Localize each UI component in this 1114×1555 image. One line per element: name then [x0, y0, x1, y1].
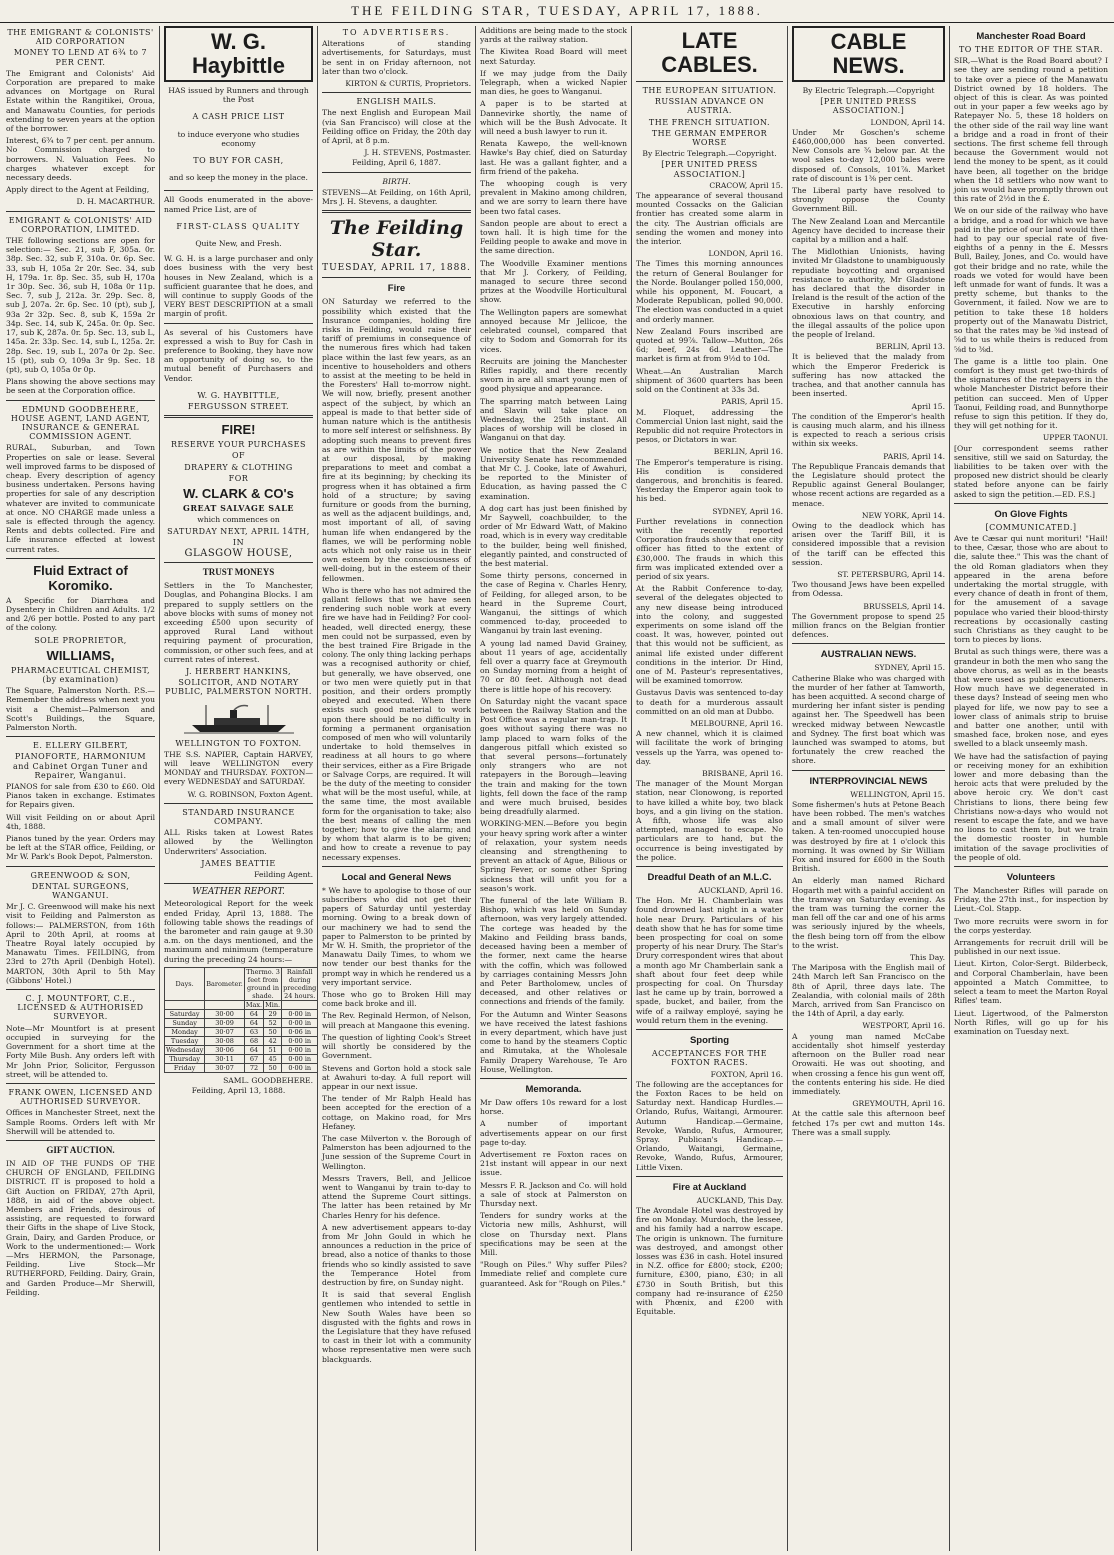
goods-text: All Goods enumerated in the above-named Price List, are of: [164, 195, 313, 214]
divider: [954, 866, 1108, 867]
divider: [792, 643, 945, 644]
late-cables-heading: LATE CABLES.: [661, 28, 758, 77]
news-item-14: Some thirty persons, concerned in the case of Regina v. Charles Henry, of Feilding, for alleged arson, to be heard in the Supreme Court, Wanganui, the sittings of which commenced to-day, proceeded to Wanganui by train last evening.: [480, 571, 627, 636]
dateline-brussels: BRUSSELS, April 14.: [863, 601, 945, 611]
english-mails-heading: ENGLISH MAILS.: [356, 97, 437, 107]
salvage-sale: GREAT SALVAGE SALE: [183, 503, 294, 514]
wellington-foxton: WELLINGTON TO FOXTON.: [175, 738, 302, 748]
weather-col-max: Max.: [245, 1000, 263, 1009]
divider: [322, 172, 471, 173]
letter-text-3: The game is a little too plain. One comfort is they must get two-thirds of the signatures of the ratepayers in the whole Manchester District before their petition can succeed. Men of Upper Taonui, Feilding road, and Bunnythorpe refuse to sign this petition. If they do, they will get nothing for it.: [954, 356, 1108, 431]
wheat-text: Wheat.—An Australian March shipment of 3600 quarters has been sold on the Continent at 33s 3d.: [636, 366, 783, 395]
fire-article-text-2: Who is there who has not admired the gallant fellows that we have seen rendering such noble work at every fire we have had in Feilding? For cool-headed, well directed energy, these men could not be surpassed, even by the best trained Fire Brigade in the colony. The only thing lacking perhaps was a recognised authority or chief, but generally, we have observed, one or two men were quietly put in that position, and their orders promptly obeyed and executed. When there exists such good material to work upon there should be no difficulty in forming a permanent organisation composed of men who will voluntarily undertake to hold themselves in readiness at all hours to go where their services, either as a Fire Brigade or Salvage Corps, are required. It will be the duty of the meeting to consider what will be the most useful, while, at the same time, the most available form for the organisation to take; also the best means of calling the men together; how to give the alarm; and by whom that alarm is to be given; and how to create a revenue to pay necessary expenses.: [322, 585, 471, 862]
dateline-london: LONDON, April 16.: [708, 249, 783, 259]
news-item-15: A young lad named David Grainey, about 11 years of age, accidentally fell over a quarry face at Greymouth on Sunday morning from a height of 70 or 80 feet. Although not dead there is little hope of his recovery.: [480, 638, 627, 694]
byline: By Electric Telegraph.—Copyright: [802, 86, 935, 95]
gift-auction-heading: GIFT AUCTION.: [46, 1144, 115, 1155]
news-item-19: For the Autumn and Winter Seasons we have received the latest fashions in every department, which have just come to hand by the steamers Coptic and Rimutaka, at the Wholesale Family Drapery Warehouse, Te Aro House, Wellington.: [480, 1009, 627, 1074]
divider: [480, 1078, 627, 1079]
news-item-12: We notice that the New Zealand University Senate has recommended that Mr C. J. Cooke, late of Awahuri, be reported to the Minister of Education, as having passed the C examination.: [480, 445, 627, 501]
greymouth-text: At the cattle sale this afternoon beef fetched 17s per cwt and mutton 14s. There was a small supply.: [792, 1109, 945, 1137]
gustavus-text: Gustavus Davis was sentenced to-day to death for a murderous assault committed on an old man at Dubbo.: [636, 688, 783, 716]
divider: [322, 866, 471, 867]
divider: [6, 211, 155, 212]
dateline-auckland: AUCKLAND, April 16.: [698, 886, 783, 896]
pianos-text: PIANOS for sale from £30 to £60. Old Pianos taken in exchange. Estimates for Repairs given.: [6, 782, 155, 810]
drapery-line: DRAPERY & CLOTHING: [184, 462, 293, 472]
fluid-extract-heading: Fluid Extract of Koromiko.: [33, 562, 128, 593]
in-line: IN: [232, 537, 245, 547]
local-news-5: Stevens and Gorton hold a stock sale at Awahuri to-day. A full report will appear in our next issue.: [322, 1063, 471, 1091]
french-situation: THE FRENCH SITUATION.: [648, 117, 771, 127]
dateline-paris: PARIS, April 14.: [883, 451, 945, 461]
divider: [164, 190, 313, 191]
midlothian-text: The Midlothian Unionists, having invited Mr Gladstone to unambiguously repudiate boycotting and organised resistance to authority, Mr Gladstone has declared that the disorder in Ireland is the result of the action of the Executive in harshly enforcing obnoxious laws on that country, and the illegal assaults of the police upon the people of Ireland.: [792, 247, 945, 340]
dateline-cracow: CRACOW, April 15.: [709, 180, 783, 190]
sydney-text: Further revelations in connection with the recently reported Corporation frauds show that one city officer has fitted to the extent of £30,000. The frauds in which this firm was implicated extended over a period of six years.: [636, 516, 783, 581]
weather-col-barometer: Barometer.: [205, 967, 245, 1000]
paris-text: The Republique Francais demands that the Legislature should protect the Republic against General Boulanger, whose recent actions are regarded as a menace.: [792, 461, 945, 508]
hankins-heading: J. HERBERT HANKINS,: [185, 666, 292, 676]
column-5: [632, 26, 788, 1551]
divider: [954, 503, 1108, 504]
russian-advance: RUSSIAN ADVANCE ON AUSTRIA.: [654, 97, 765, 116]
weather-heading: WEATHER REPORT.: [192, 887, 285, 898]
loan-text-1: The Emigrant and Colonists' Aid Corporation are prepared to make advances on Mortgage on Rural Estate within the Rangitikei, Oroua, and Manawatu Counties, for periods extending to seven years at the option of the borrower.: [6, 68, 155, 134]
square-text: The Square, Palmerston North. P.S.—Remember the address when next you visit a Chemist—Palmerson and Scott's Buildings, the Square, Palmerston North.: [6, 686, 155, 732]
reserve-purchases: RESERVE YOUR PURCHASES: [171, 440, 306, 450]
owen-text: Offices in Manchester Street, next the Sample Rooms. Orders left with Mr Sherwill will be attended to.: [6, 1108, 155, 1136]
weather-text: Meteorological Report for the week ended Friday, April 13, 1888. The following table shows the readings of the barometer and rain gauge at 9.30 a.m. on the days mentioned, and the maximum and minimum (temperature during the preceding 24 hours:—: [164, 899, 313, 964]
trust-text: Settlers in the To Manchester, Douglas, and Pohangina Blocks. I am prepared to supply settlers on the above blocks with sums of money not exceeding £500 upon security of approved Rural Land without requiring payment of procuration, commission, or other such fees, and at current rates of interest.: [164, 581, 313, 664]
loan-subheading: MONEY TO LEND AT 6¾ to 7 PER CENT.: [13, 48, 148, 67]
glove-text-2: Brutal as such things were, there was a grandeur in both the men who sang the above chorus, as well as in the beasts that were used as public executioners. How much have we degenerated in these days? Instead of seeing men who played for life, we now pay to see a lower class of animals strip to bruise and batter one another, until with smashed face, broken nose, and eyes swelled to a black unseemly mash.: [954, 647, 1108, 749]
fergusson-street: FERGUSSON STREET.: [187, 402, 290, 412]
westport-text: A young man named McCabe accidentally shot himself yesterday afternoon on the Buller road near Orowaiti. He was out shooting, and when crossing a fence his gun went off, the contents entering his side. He died immediately.: [792, 1031, 945, 1096]
haybittle-signature: W. G. HAYBITTLE,: [197, 390, 280, 400]
news-item-13: A dog cart has just been finished by Mr Saywell, coachbuilder, to the order of Mr Edward Watt, of Makino road, which is in every way creditable to the builder, being well finished, elegantly painted, and constructed of the best material.: [480, 503, 627, 568]
masthead: THE FEILDING STAR, TUESDAY, APRIL 17, 1888.: [0, 0, 1114, 23]
cash-price-list: A CASH PRICE LIST: [192, 112, 285, 122]
local-news-1: * We have to apologise to those of our subscribers who did not get their papers of Saturday until yesterday morning. Owing to a break down of our machinery we had to send the paper to Palmerston to be printed by Mr W. H. Smith, the proprietor of the Manawatu Daily Times, to whom we now tender our best thanks for the prompt way in which he rendered us a very important service.: [322, 885, 471, 987]
mountfort-heading: C. J. MOUNTFORT, C.E., LICENSED & AUTHORISED SURVEYOR.: [17, 994, 144, 1022]
glasgow-house: GLASGOW HOUSE,: [184, 547, 293, 559]
table-row: Tuesday 30·08 68 42 0·00 in: [165, 1036, 318, 1045]
volunteers-1: The Manchester Rifles will parade on Friday, the 27th inst., for inspection by Lieut.-Col. Stapp.: [954, 886, 1108, 914]
column-7: [950, 26, 1112, 1551]
divider: [636, 1029, 783, 1030]
saturday-line: SATURDAY NEXT, APRIL 14TH,: [167, 526, 310, 536]
divider: [6, 1140, 155, 1141]
divider: [636, 866, 783, 867]
glove-text-3: We have had the satisfaction of paying or receiving money for an exhibition lower and more debasing than the heroic acts that were preluded by the above heroic cry. We don't cast Christians to lions, there being few Christians now-a-days who would not resent to escape the fate, and we have no lions to cast them to, but we train the domestic rooster in humble imitation of the savage proclivities of the people of old.: [954, 751, 1108, 862]
buy-for-cash: TO BUY FOR CASH,: [193, 156, 284, 166]
cracow-text: The appearance of several thousand mounted Cossacks on the Galician frontier has created some alarm in the city. The Austrian officials are sending the women and money into the interior.: [636, 191, 783, 247]
birth-heading: BIRTH.: [382, 176, 411, 186]
local-news-heading: Local and General News: [341, 871, 452, 883]
columns: [2, 26, 1112, 1551]
weather-col-min: Min.: [265, 1000, 281, 1009]
divider: [164, 562, 313, 563]
newspaper-title: The Feilding Star.: [329, 217, 464, 262]
foxton-races-text: The following are the acceptances for the Foxton Races to be held on Saturday next. Handicap Hurdles.—Orlando, Rufus, Waitangi, Armourer. Autumn Handicap.—Germaine, Revoke, Wando, Rufus, Armourer, Spray. Publican's Handicap.—Orlando, Waitangi, Germaine, Revoke, Wando, Rufus, Armourer, Little Vixen.: [636, 1079, 783, 1172]
divider: [636, 1176, 783, 1177]
greenwood-text: Mr J. C. Greenwood will make his next visit to Feilding and Palmerston as follows:— PALMERSTON, from 16th April to 20th April, at rooms at Theatre Royal lately occupied by Manawatu Times. FEILDING, from 23rd to 27th April (Denbigh Hotel). MARTON, 30th April to 5th May (Gibbons' Hotel.): [6, 902, 155, 985]
rural-text: RURAL, Suburban, and Town Properties on sale or lease. Several well improved farms to be disposed of cheap. Every description of agency business undertaken. Persons having properties for sale of any description whatever are invited to communicate at once. NO CHARGE made unless a sale is effected through the agency. Rents and debts collected. Fire and Life insurance effected at lowest current rates.: [6, 443, 155, 554]
mlc-text: The Hon. Mr H. Chamberlain was found drowned last night in a water hole near Drury. Particulars of his death show that he has for some time been prospecting for coal on some property of his near Drury. The Star's Drury correspondent wires that about a month ago Mr Chamberlain sank a shaft about four feet deep while prospecting for coal. On Thursday last he came up by train, borrowed a spade, bucket, and bailer, from the wife of a railway employé, saying he would return them in the evening.: [636, 896, 783, 1025]
editor-note: [Our correspondent seems rather sensitive, still we said on Saturday, the liabilities to be taken over with the proposed new district should be clearly stated before anyone can be fairly asked to sign the petition.—ED. F.S.]: [954, 443, 1108, 499]
fire-article-text-1: ON Saturday we referred to the possibility which existed that the Insurance companies, holding fire risks in Feilding, would raise their tariff of premiums in consequence of the numerous fires which had taken place within the last few years, as an incentive to householders and others to assist at the meeting to be held in the Foresters' Hall to-morrow night. We will now, briefly, present another aspect of the subject, by which an appeal is made to that better side of human nature which is the antithesis to more self interest or selfishness. By adopting such means to prevent fires as are within the limits of the power at our disposal, by making preparations to meet and combat a fire at its beginning; by checking its progress when it has obtained a firm hold of a structure; by saving furniture or goods from the burning, as well as the adjacent buildings, and, most important of all, of saving human life when endangered by the flames, we will be performing noble acts which not only raise us in their own esteem by the consciousness of well-doing, but in the esteem of their fellowmen.: [322, 297, 471, 583]
divider: [6, 989, 155, 990]
memoranda-1: Mr Daw offers 10s reward for a lost horse.: [480, 1097, 627, 1117]
gilbert-heading: E. ELLERY GILBERT,: [33, 741, 128, 751]
chemist-line: PHARMACEUTICAL CHEMIST, (by examination): [10, 665, 151, 684]
dateline-london: LONDON, April 14.: [870, 117, 945, 127]
london-text: The Times this morning announces the return of General Boulanger for the Norde. Boulanger polled 150,000, while his opponent, M. Foucart, a Moderate Republican, polled 90,000. The election was conducted in a quiet and orderly manner.: [636, 259, 783, 324]
brussels-text: The Government propose to spend 25 million francs on the Belgian frontier defences.: [792, 611, 945, 640]
divider: [636, 81, 783, 82]
birth-text: STEVENS—At Feilding, on 16th April, Mrs J. H. Stevens, a daughter.: [322, 187, 471, 207]
column-6: [788, 26, 950, 1551]
divider: [6, 1083, 155, 1084]
european-situation: THE EUROPEAN SITUATION.: [642, 86, 777, 95]
dateline-berlin: BERLIN, April 13.: [875, 342, 945, 352]
weather-table: [164, 967, 318, 1073]
haybittle-heading: W. G. Haybittle: [164, 26, 313, 82]
owen-heading: FRANK OWEN, LICENSED AND AUTHORISED SURVEYOR.: [8, 1087, 153, 1107]
local-news-9: A new advertisement appears to-day from Mr John Gould in which he announces a reduction in the price of bread, also a notice of thanks to those friends who so kindly assisted to save the Temperance Hotel from destruction by fire, on Sunday night.: [322, 1222, 471, 1287]
column-3: [318, 26, 476, 1551]
hogarth-text: An elderly man named Richard Hogarth met with a painful accident on the tramway on Saturday evening. As the tram was turning the corner the man fell off the car and one of his arms was seriously injured by the wheels, the flesh being torn off from the elbow to the wrist.: [792, 876, 945, 950]
dateline-sydney: SYDNEY, April 15.: [874, 663, 945, 673]
quite-new: Quite New, and Fresh.: [195, 239, 282, 249]
clark-heading: W. CLARK & CO's: [183, 486, 294, 502]
rabbit-text: At the Rabbit Conference to-day, several of the delegates objected to any new disease being introduced into the colony, and suggested experiments on some island off the coast. It was, however, pointed out that this would not be sufficient, as animal life existed under different conditions in the interior. Dr Hind, one of M. Pasteur's representatives, will be examined tomorrow.: [636, 584, 783, 686]
news-item-5: Renata Kawepo, the well-known Hawke's Bay chief, died on Saturday last. He was a gallant fighter, and a firm friend of the pakeha.: [480, 139, 627, 176]
wellington-text: Some fishermen's huts at Petone Beach have been robbed. The men's watches and a small amount of silver were taken. A ten-roomed unoccupied house was destroyed by fire at 1 o'clock this morning. It was owned by Sir William Fox and insured for £600 in the South British.: [792, 799, 945, 874]
trust-moneys-heading: TRUST MONEYS: [202, 567, 275, 578]
letter-signature: UPPER TAONUI.: [1042, 433, 1108, 443]
local-news-7: The case Milverton v. the Borough of Palmerston has been adjourned to the June session of the Supreme Court in Wellington.: [322, 1133, 471, 1171]
interprovincial-heading: INTERPROVINCIAL NEWS: [809, 775, 928, 787]
table-row: Wednesday 30·06 64 51 0·00 in: [165, 1045, 318, 1054]
road-board-heading: Manchester Road Board: [976, 31, 1086, 42]
loan-signature: D. H. MACARTHUR.: [76, 197, 155, 207]
news-item-3: If we may judge from the Daily Telegraph, when a wicked Napier man dies, he goes to Wanganui.: [480, 68, 627, 97]
volunteers-4: Lieut. Kirton, Color-Sergt. Bilderbeck, and Corporal Chamberlain, have been appointed a Match Committee, to select a team to meet the Marton Royal Rifles' team.: [954, 959, 1108, 1006]
press-association: [PER UNITED PRESS ASSOCIATION.]: [661, 160, 758, 179]
weather-subheader-row: [165, 1000, 318, 1009]
sole-proprietor: SOLE PROPRIETOR,: [34, 635, 127, 645]
nzloan-text: The New Zealand Loan and Mercantile Agency have decided to increase their capital by a million and a half.: [792, 216, 945, 245]
news-item-17: WORKING-MEN.—Before you begin your heavy spring work after a winter of relaxation, your system needs cleansing and strengthening to prevent an attack of Ague, Bilious or Spring Fever, or some other Spring sickness that will unfit you for a season's work.: [480, 819, 627, 893]
loan-text-2: Interest, 6¾ to 7 per cent. per annum. No Commission charged to borrowers. N. Valuation Fees. No charges whatever except for necessary deeds.: [6, 136, 155, 183]
fire-heading: FIRE!: [221, 422, 256, 438]
dateline-paris: PARIS, April 15.: [721, 397, 783, 407]
has-issued: HAS issued by Runners and through the Post: [168, 86, 309, 105]
foxton-races-heading: ACCEPTANCES FOR THE FOXTON RACES.: [651, 1049, 768, 1068]
issue-date: TUESDAY, APRIL 17, 1888.: [322, 263, 471, 274]
for-line: FOR: [228, 473, 249, 483]
brisbane-text: The manager of the Mount Morgan station, near Clonowong, is reported to have killed a white boy, two black boys, and a gin living on the station. A fifth, whose life was also attempted, managed to escape. No particulars are to hand, but the occurrence is being investigated by the police.: [636, 779, 783, 862]
dateline-newyork: NEW YORK, April 14.: [861, 510, 945, 520]
pianoforte-line: PIANOFORTE, HARMONIUM and Cabinet Organ Tuner and Repairer, Wanganui.: [12, 752, 149, 780]
goodbehere-date: Feilding, April 13, 1888.: [191, 1086, 286, 1096]
beattie-signature: JAMES BEATTIE: [201, 858, 276, 868]
fire-auckland-heading: Fire at Auckland: [672, 1181, 747, 1193]
dateline-april15: April 15.: [911, 401, 945, 411]
to-editor: TO THE EDITOR OF THE STAR.: [958, 45, 1104, 54]
divider: [6, 400, 155, 401]
table-row: Sunday 30·09 64 52 0·00 in: [165, 1018, 318, 1027]
memoranda-heading: Memoranda.: [525, 1083, 582, 1095]
dateline-westport: WESTPORT, April 16.: [862, 1021, 945, 1031]
loan-heading: THE EMIGRANT & COLONISTS' AID CORPORATION: [7, 28, 154, 47]
news-item-2: The Kiwitea Road Board will meet next Saturday.: [480, 47, 627, 66]
gift-auction-text: IN AID OF THE FUNDS OF THE CHURCH OF ENGLAND, FEILDING DISTRICT. IT is proposed to hold a Gift Auction on FRIDAY, 27th April, 1888, in aid of the above object. Members and Friends, desirous of assisting, are requested to forward their Gifts in the shape of Live Stock, Grain, Dairy, and Garden Produce, or Work to the undermentioned:— Work—Mrs HERMON, the Parsonage, Feilding. Live Stock—Mr RUTHERFORD, Feilding. Dairy, Grain, and Garden Produce—Mr Sherwill, Feilding.: [6, 1158, 155, 1297]
local-news-3: The Rev. Reginald Hermon, of Nelson, will preach at Mangaone this evening.: [322, 1011, 471, 1030]
english-mails-text: The next English and European Mail (via San Francisco) will close at the Feilding office on Friday, the 20th day of April, at 8 p.m.: [322, 108, 471, 146]
column-1: [2, 26, 160, 1551]
divider: [6, 866, 155, 867]
volunteers-heading: Volunteers: [1006, 872, 1056, 884]
local-news-4: The question of lighting Cook's Street will shortly be considered by the Government.: [322, 1032, 471, 1061]
liberal-text: The Liberal party have resolved to strongly oppose the County Government Bill.: [792, 186, 945, 214]
robinson-signature: W. G. ROBINSON, Foxton Agent.: [187, 789, 313, 799]
dental-line: DENTAL SURGEONS, WANGANUI.: [31, 881, 130, 901]
standard-heading: STANDARD INSURANCE COMPANY.: [182, 807, 295, 826]
weather-col-days: Days.: [165, 967, 205, 1000]
williams-heading: WILLIAMS,: [46, 647, 115, 663]
advertisers-text: Alterations of standing advertisements, for Saturdays, must be sent in on Friday afternoon, not later than two o'clock.: [322, 39, 471, 76]
news-item-6: The whooping cough is very prevalent in Makino among children, and we are sorry to learn there have been two fatal cases.: [480, 179, 627, 216]
glove-fights-heading: On Glove Fights: [994, 508, 1068, 520]
melbourne-text: A new channel, which it is claimed will facilitate the work of bringing vessels up the Yarra, was opened to-day.: [636, 729, 783, 766]
letter-text-1: SIR,—What is the Road Board about? I see they are sending round a petition to take over a piece of the Manawatu District owned by 18 holders. The object of this is clear. As was pointed out in your paper a few weeks ago by Ratepayer No. 5, these 18 holders on the other side of the rail way line want a bridge and a road in front of their sections. The first scheme fell through because the Government would not lend the money to be spent, as it could have been, all together on the bridge when the 18 settlers who now want to join us would have promptly thrown out this rate of 2½d in the £.: [954, 56, 1108, 204]
divider: [164, 803, 313, 804]
news-item-4: A paper is to be started at Dannevirke shortly, the name of which will be the Bush Advocate. It will need a bush lawyer to run it.: [480, 99, 627, 137]
first-class-quality: FIRST-CLASS QUALITY: [176, 221, 301, 231]
news-item-18: The funeral of the late William B. Bishop, which was held on Sunday afternoon, was very largely attended. The cortege was headed by the Makino and Feilding brass bands, deceased having been a member of the former, next came the hearse with the coffin, which was followed by carriages containing Messrs John and Peter Bartholomew, uncles of deceased, and other relatives or connections and friends of the family.: [480, 896, 627, 1007]
weather-header-row: [165, 967, 318, 1000]
table-row: Friday 30·07 72 50 0·00 in: [165, 1063, 318, 1072]
dateline-brisbane: BRISBANE, April 16.: [702, 769, 783, 779]
german-emperor: THE GERMAN EMPEROR WORSE: [651, 128, 768, 148]
sydney-text: Catherine Blake who was charged with the murder of her father at Tamworth, has been acquitted. A second charge of murdering her infant sister is pending against her. The Speedwell has been wrecked midway between Newcastle and Sydney. The first boat which was launched was swamped to atoms, but fortunately the crew reached the shore.: [792, 673, 945, 766]
emigrant-plans: Plans showing the above sections may be seen at the Corporation office.: [6, 377, 155, 396]
newyork-text: Owing to the deadlock which has arisen over the Tariff Bill, it is considered impossible that a revision of the tariff can be effected this session.: [792, 520, 945, 567]
divider: [322, 277, 471, 278]
dateline-wellington: WELLINGTON, April 15.: [850, 789, 945, 799]
advertisers-heading: TO ADVERTISERS.: [342, 28, 451, 37]
beattie-sub: Feilding Agent.: [254, 869, 313, 879]
memoranda-2: A number of important advertisements appear on our first page to-day.: [480, 1119, 627, 1147]
berlin-text: The Emperor's temperature is rising. His condition is considered dangerous, and bronchitis is feared. Yesterday the Emperor again took to his bed.: [636, 457, 783, 504]
cable-news-heading: CABLE NEWS.: [792, 26, 945, 82]
emigrant-sections: THE following sections are open for selection:— Sec. 21, sub F, 305a. 0r. 38p. Sec. 32, sub F, 310a. 0r. 6p. Sec. 33, sub H, 105a 2r 20r. Sec. 34, sub H, 179a. 1r. 8p. Sec. 35, sub H, 170a 1r 30p. Sec. 36, sub H, 108a 0r 11p. Sec. 7, sub J, 212a. 3r. 29p. Sec. 8, sub J, 207a. 2r. 6p. Sec. 10 (pt), sub J, 93a 2r 32p. Sec. 8, sub K, 159a 2r 34p. Sec. 14, sub K, 245a. 0r. 0p. Sec. 17, sub K, 287a. 0r. 5p. Sec. 13, sub L, 145a. 2r. 33p. Sec. 14, sub L, 125a. 2r. 28p. Sec. 19, sub L, 207a 0r 2p. Sec. 15 (pt), sub O, 109a 3r 9p. Sec. 18 (pt), sub O, 105a 0r 0p.: [6, 236, 155, 374]
napier-text: THE S.S. NAPIER, Captain HARVEY, will leave WELLINGTON every MONDAY and THURSDAY. FOXTON—every WEDNESDAY and SATURDAY.: [164, 749, 313, 787]
kirton-signature: KIRTON & CURTIS, Proprietors.: [345, 79, 471, 89]
divider: [164, 883, 313, 884]
weather-col-thermo: Thermo. 3 feet from ground in shade.: [246, 967, 280, 1000]
mlc-heading: Dreadful Death of an M.L.C.: [647, 872, 772, 884]
commences-line: which commences on: [197, 515, 280, 525]
emigrant-heading: EMIGRANT & COLONISTS' AID CORPORATION, LIMITED.: [8, 215, 153, 234]
glove-text-1: Ave te Cæsar qui nunt morituri! "Hail! to thee, Cæsar, those who are about to die, salute thee." This was the chant of the old Roman gladiators when they appeared in the arena before undertaking the mortal struggle, with every chance of death in front of them, for the amusement of a savage populace who varied their blood-thirsty recreations by occasionally casting such Christians as they caught to be torn to pieces by lions.: [954, 533, 1108, 645]
berlin-text: It is believed that the malady from which the Emperor Frederick is suffering has now attacked the trachea, and that another cannula has been inserted.: [792, 352, 945, 399]
australian-news-heading: AUSTRALIAN NEWS.: [820, 649, 917, 661]
local-news-2: Those who go to Broken Hill may come back broke and ill.: [322, 990, 471, 1009]
news-item-8: The Woodville Examiner mentions that Mr J. Corkery, of Feilding, managed to secure three second prizes at the Woodville Horticultural show.: [480, 258, 627, 305]
stevens-signature: J. H. STEVENS, Postmaster.: [364, 148, 471, 158]
news-item-9: The Wellington papers are somewhat annoyed because Mr Jellicoe, the celebrated counsel, compared that city to Sodom and Gomorrah for its vices.: [480, 307, 627, 354]
news-item-11: The sparring match between Laing and Slavin will take place on Wednesday, the 25th instant. All places of worship will be closed in Wanganui on that day.: [480, 396, 627, 443]
fluid-extract-text: A Specific for Diarrhœa and Dysentery in Children and Adults. 1/2 and 2/6 per bottle. Posted to any part of the colony.: [6, 595, 155, 633]
volunteers-3: Arrangements for recruit drill will be published in our next issue.: [954, 938, 1108, 957]
communicated: [COMMUNICATED.]: [985, 522, 1077, 532]
mountfort-text: Note—Mr Mountfort is at present occupied in surveying for the Government for a short time at the Forty Mile Bush. Any orders left with Mr John Prior, Solicitor, Fergusson street, will be attended to.: [6, 1023, 155, 1079]
dateline-berlin: BERLIN, April 16.: [713, 447, 783, 457]
memoranda-3: Advertisement re Foxton races on 21st instant will appear in our next issue.: [480, 1149, 627, 1178]
of-line: OF: [231, 451, 246, 461]
news-item-7: Sandon people are about to erect a town hall. It is high time for the Feilding people to awake and move in the same direction.: [480, 218, 627, 256]
visit-text: Will visit Feilding on or about April 4th, 1888.: [6, 812, 155, 831]
divider: [6, 736, 155, 737]
solicitor-line: SOLICITOR, AND NOTARY PUBLIC, PALMERSTON NORTH.: [165, 678, 312, 697]
mariposa-text: The Mariposa with the English mail of 24th March left San Francisco on the 8th of April, three days late. The Zealandia, with colonial mails of 28th March, arrived from San Francisco on the 14th of April, a day early.: [792, 963, 945, 1019]
wgh-text: W. G. H. is a large purchaser and only does business with the very best houses in New Zealand, which is a sufficient guarantee that he does, and will continue to supply Goods of the VERY BEST DESCRIPTION at a small margin of profit.: [164, 254, 313, 319]
column-2: [160, 26, 318, 1551]
dateline-greymouth: GREYMOUTH, April 16.: [852, 1099, 945, 1109]
goodbehere-signature: SAML. GOODBEHERE.: [223, 1075, 313, 1085]
dateline-sydney: SYDNEY, April 16.: [712, 506, 783, 516]
dateline-stpetersburg: ST. PETERSBURG, April 14.: [837, 569, 945, 579]
paris-text: M. Floquet, addressing the Commercial Union last night, said the Republic did not require Protectors in pesos, or Dictators in war.: [636, 407, 783, 445]
memoranda-6: "Rough on Piles." Why suffer Piles? Immediate relief and complete cure guaranteed. Ask for "Rough on Piles.": [480, 1260, 627, 1288]
goodbehere-heading: EDMUND GOODBEHERE, HOUSE AGENT, LAND AGENT, INSURANCE & GENERAL COMMISSION AGENT.: [10, 404, 151, 442]
customers-text: As several of his Customers have expressed a wish to Buy for Cash in preference to Booking, they have now an opportunity of doing so, to the mutual benefit of Purchasers and Vendor.: [164, 327, 313, 383]
induce-text: to induce everyone who studies economy: [177, 129, 300, 148]
dateline-foxton: FOXTON, April 16.: [710, 1069, 783, 1079]
volunteers-2: Two more recruits were sworn in for the corps yesterday.: [954, 916, 1108, 935]
table-row: Saturday 30·00 64 29 0·00 in: [165, 1009, 318, 1018]
divider: [6, 558, 155, 559]
table-row: Thursday 30·11 67 45 0·00 in: [165, 1054, 318, 1063]
stevens-date: Feilding, April 6, 1887.: [352, 158, 441, 168]
memoranda-5: Tenders for sundry works at the Victoria new mills, Ashhurst, will close on Thursday next. Plans specifications may be seen at the Mill.: [480, 1211, 627, 1257]
volunteers-5: Lieut. Ligertwood, of the Palmerston North Rifles, will go up for his examination on Tuesday next.: [954, 1008, 1108, 1036]
divider: [164, 415, 313, 418]
tuned-text: Pianos tuned by the year. Orders may be left at the STAR office, Feilding, or Mr W. Park's Book Depot, Palmerston.: [6, 834, 155, 862]
table-row: Monday 30·07 63 50 0·06 in: [165, 1027, 318, 1036]
standard-text: ALL Risks taken at Lowest Rates allowed by the Wellington Underwriters' Association.: [164, 828, 313, 856]
local-news-6: The tender of Mr Ralph Heald has been accepted for the erection of a cottage, on Makino road, for Mrs Hefaney.: [322, 1094, 471, 1131]
divider: [164, 323, 313, 324]
fire-article-heading: Fire: [387, 283, 406, 295]
fire-auckland-text: The Avondale Hotel was destroyed by fire on Monday. Murdoch, the lessee, and his family had a narrow escape. The origin is unknown. The furniture was destroyed, and amongst other losses was £36 in cash. Hotel insured in N.Z. office for £800; stock, £200; furniture, £300, piano, £30; in all £730 in South British, but this company had re-insurance of £250 with Phœnix, and £200 with Equitable.: [636, 1205, 783, 1317]
steamship-icon: [184, 701, 294, 735]
dateline-melbourne: MELBOURNE, April 16.: [690, 719, 783, 728]
divider: [322, 92, 471, 93]
greenwood-heading: GREENWOOD & SON,: [30, 870, 131, 880]
letter-text-2: We on our side of the railway who have a bridge, and a road for which we have paid in the price of our land would then had to pay our special rate of five-eighths of a penny in the £. Messrs Bull, Bailey, Jones, and Co. would have got their bridge and no rate, while the roads we voted for would have been left unmade for want of funds. It was a pretty scheme, but thanks to the Government, it failed. Now we are to petition to take these 18 holders property out of the Manawatu District, so that the rates may be ⅜d instead of ⅝d to us while theirs is reduced from ⅝d to ⅜d.: [954, 206, 1108, 354]
divider: [322, 210, 471, 213]
emperor-text: The condition of the Emperor's health is causing much alarm, and his illness is expected to reach a serious crisis within six weeks.: [792, 411, 945, 449]
press-association: [PER UNITED PRESS ASSOCIATION.]: [820, 97, 917, 116]
news-item-1: Additions are being made to the stock yards at the railway station.: [480, 26, 627, 45]
nzfours-text: New Zealand Fours inscribed are quoted at 99⅞. Tallow—Mutton, 26s 6d; beef, 24s 6d. Leather—The market is firm at from 9½d to 10d.: [636, 326, 783, 364]
money-text: and so keep the money in the place.: [169, 173, 308, 183]
divider: [792, 770, 945, 771]
dateline-auckland-today: AUCKLAND, This Day.: [696, 1195, 783, 1205]
local-news-10: It is said that several English gentlemen who intended to settle in New South Wales have been so disgusted with the fights and rows in the Legislature that they have refused to cast in their lot with a community whose representative men were such blackguards.: [322, 1290, 471, 1364]
weather-col-rainfall: Rainfall during preceding 24 hours.: [283, 967, 317, 1000]
byline: By Electric Telegraph.—Copyright.: [642, 149, 777, 159]
column-4: [476, 26, 632, 1551]
loan-text-3: Apply direct to the Agent at Feilding,: [6, 185, 150, 195]
sporting-heading: Sporting: [689, 1035, 730, 1047]
news-item-10: Recruits are joining the Manchester Rifles rapidly, and there recently sworn in are all smart young men of good physique and appearance.: [480, 356, 627, 394]
dateline-thisday: This Day.: [909, 953, 945, 963]
london-text: Under Mr Goschen's scheme £460,000,000 has been converted. New Consols are ¾ below par. At the wool sales to-day 12,000 bales were disposed of. Consols, 101⅞. Market rate of discount is 1⅜ per cent.: [792, 127, 945, 183]
stpetersburg-text: Two thousand Jews have been expelled from Odessa.: [792, 580, 945, 599]
news-item-16: On Saturday night the vacant space between the Railway Station and the Post Office was a regular man-trap. It goes without saying there was no lamp placed to warn folks of the dangerous pitfall which existed so that several persons—fortunately only strangers who are not ratepayers in the Borough—leaving the train and making for the town lights, fell down the face of the ramp and were much bruised, besides being dreadfully alarmed.: [480, 696, 627, 817]
memoranda-4: Messrs F. R. Jackson and Co. will hold a sale of stock at Palmerston on Thursday next.: [480, 1180, 627, 1208]
local-news-8: Messrs Travers, Bell, and Jellicoe went to Wanganui by train to-day to attend the Supreme Court sittings. The latter has been retained by Mr Charles Henry for his defence.: [322, 1173, 471, 1220]
